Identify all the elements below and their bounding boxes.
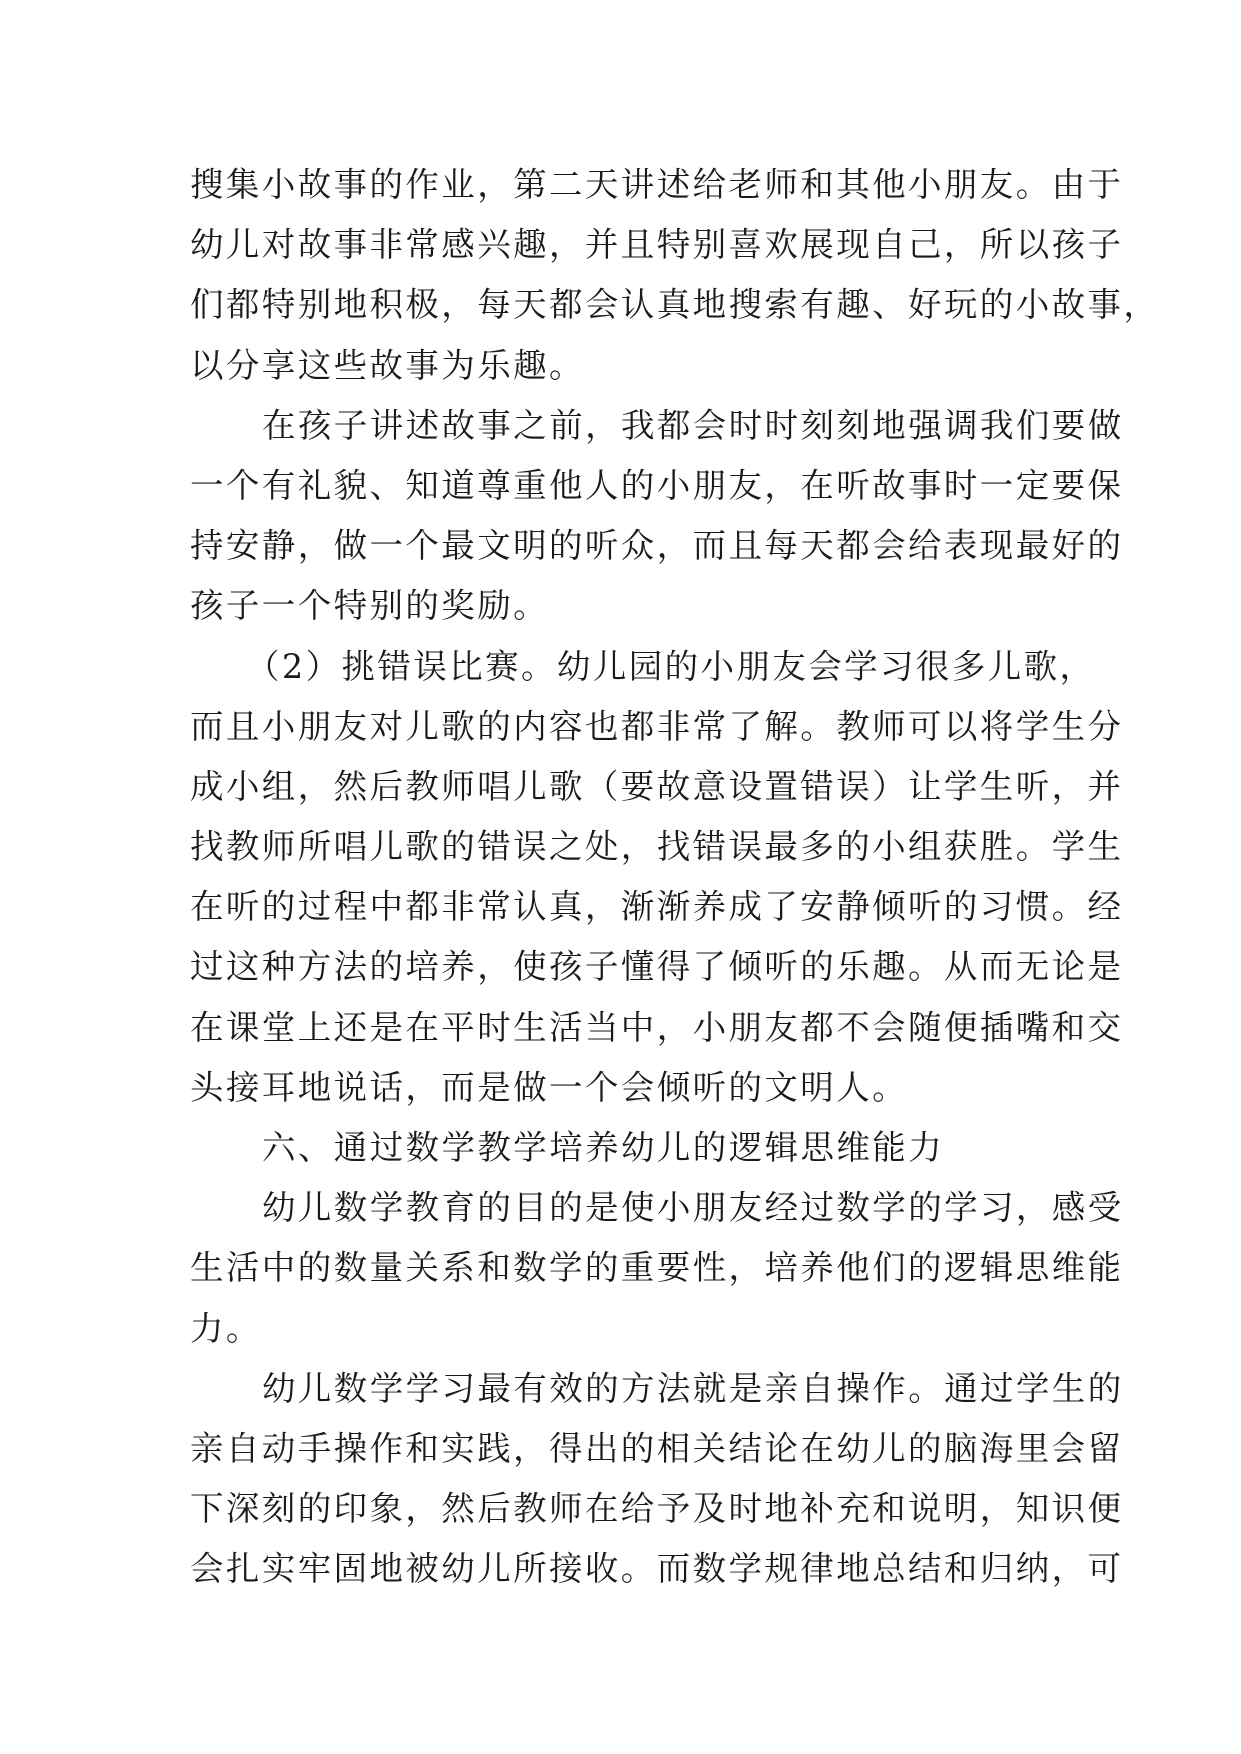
paragraph-first-line: 幼儿数学教育的目的是使小朋友经过数学的学习，感受 bbox=[262, 1188, 1124, 1228]
paragraph-first-line: （2）挑错误比赛。幼儿园的小朋友会学习很多儿歌， bbox=[246, 646, 1096, 686]
text-line: 在听的过程中都非常认真，渐渐养成了安静倾听的习惯。经 bbox=[190, 887, 1124, 927]
text-line: 生活中的数量关系和数学的重要性，培养他们的逻辑思维能 bbox=[190, 1248, 1124, 1288]
text-line: 头接耳地说话，而是做一个会倾听的文明人。 bbox=[190, 1067, 908, 1107]
text-line: 下深刻的印象，然后教师在给予及时地补充和说明，知识便 bbox=[190, 1489, 1124, 1529]
text-line: 孩子一个特别的奖励。 bbox=[190, 586, 549, 626]
paragraph-first-line: 在孩子讲述故事之前，我都会时时刻刻地强调我们要做 bbox=[262, 405, 1124, 445]
section-heading: 六、通过数学教学培养幼儿的逻辑思维能力 bbox=[262, 1128, 945, 1167]
text-line: 力。 bbox=[190, 1308, 262, 1348]
text-line: 在课堂上还是在平时生活当中，小朋友都不会随便插嘴和交 bbox=[190, 1007, 1124, 1047]
text-line: 一个有礼貌、知道尊重他人的小朋友，在听故事时一定要保 bbox=[190, 465, 1124, 505]
text-line: 会扎实牢固地被幼儿所接收。而数学规律地总结和归纳，可 bbox=[190, 1549, 1124, 1589]
paragraph-first-line: 幼儿数学学习最有效的方法就是亲自操作。通过学生的 bbox=[262, 1368, 1124, 1408]
text-line: 持安静，做一个最文明的听众，而且每天都会给表现最好的 bbox=[190, 526, 1124, 566]
text-line: 们都特别地积极，每天都会认真地搜索有趣、好玩的小故事， bbox=[190, 285, 1160, 325]
text-line: 成小组，然后教师唱儿歌（要故意设置错误）让学生听，并 bbox=[190, 766, 1124, 806]
text-line: 过这种方法的培养，使孩子懂得了倾听的乐趣。从而无论是 bbox=[190, 947, 1124, 987]
text-line: 而且小朋友对儿歌的内容也都非常了解。教师可以将学生分 bbox=[190, 706, 1124, 746]
text-line: 搜集小故事的作业，第二天讲述给老师和其他小朋友。由于 bbox=[190, 165, 1124, 204]
text-line: 亲自动手操作和实践，得出的相关结论在幼儿的脑海里会留 bbox=[190, 1428, 1124, 1468]
document-body bbox=[190, 155, 1160, 1600]
text-line: 找教师所唱儿歌的错误之处，找错误最多的小组获胜。学生 bbox=[190, 827, 1124, 867]
text-line: 以分享这些故事为乐趣。 bbox=[190, 345, 585, 385]
text-line: 幼儿对故事非常感兴趣，并且特别喜欢展现自己，所以孩子 bbox=[190, 225, 1124, 265]
